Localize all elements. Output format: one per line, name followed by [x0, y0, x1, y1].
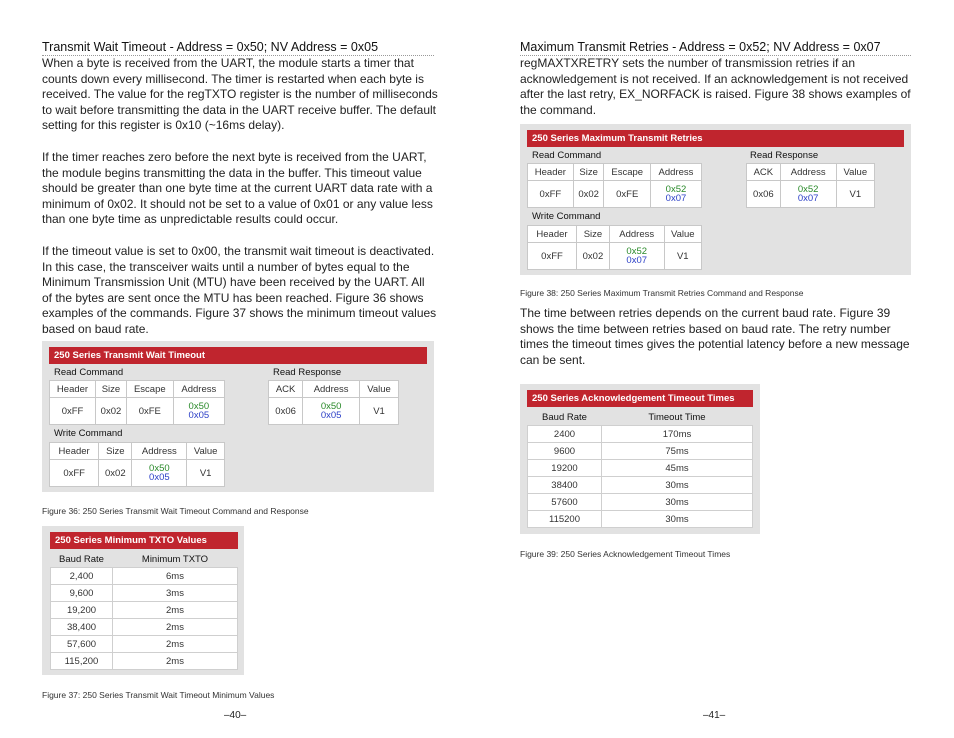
- table-cell: 2ms: [113, 653, 238, 670]
- table-row: [51, 585, 238, 602]
- table-cell: 3ms: [113, 585, 238, 602]
- text-line: The time between retries depends on the current baud rate. Figure 39: [520, 306, 891, 320]
- header-cell: Value: [836, 164, 874, 181]
- header-cell: Address: [609, 226, 664, 243]
- address-cell: [303, 398, 360, 425]
- value-cell: 0xFF: [50, 398, 96, 425]
- address-cell: [780, 181, 836, 208]
- header-cell: Escape: [604, 164, 650, 181]
- paragraph-3: [42, 244, 442, 338]
- table-row: [51, 636, 238, 653]
- table-cell: 30ms: [602, 494, 753, 511]
- header-cell: Size: [577, 226, 610, 243]
- header-cell: Header: [50, 381, 96, 398]
- text-line: setting for this register is 0x10 (~16ms delay).: [42, 118, 285, 133]
- paragraph-1: [520, 56, 920, 118]
- text-line: acknowledgement is not received. If an acknowledgement is not received: [520, 71, 909, 86]
- header-cell: Address: [173, 381, 224, 398]
- text-line: In this case, the transceiver waits until a number of bytes equal to the: [42, 259, 410, 274]
- table-row: [51, 568, 238, 585]
- address-cell: [650, 181, 701, 208]
- table-cell: 57,600: [51, 636, 113, 653]
- value-cell: V1: [187, 460, 225, 487]
- figure-38-panel: [520, 124, 911, 275]
- table-row: [51, 653, 238, 670]
- read-response-table: [268, 380, 399, 425]
- read-command-label: Read Command: [54, 367, 124, 378]
- table-cell: 30ms: [602, 477, 753, 494]
- table-row: [528, 511, 753, 528]
- address-ram: 0x52: [665, 184, 687, 195]
- text-line: times the timeout times gives the potential latency before a new message: [520, 337, 910, 352]
- value-cell: V1: [360, 398, 399, 425]
- paragraph-1: [42, 56, 442, 134]
- header-cell: Address: [132, 443, 187, 460]
- min-txto-table: [50, 551, 238, 670]
- table-row: [528, 443, 753, 460]
- text-line: based on baud rate.: [42, 321, 149, 336]
- text-line: shows the time between retries based on baud rate. The retry number: [520, 321, 891, 336]
- table-cell: 2ms: [113, 619, 238, 636]
- address-nv: 0x07: [797, 193, 819, 204]
- header-cell: Header: [50, 443, 99, 460]
- header-cell: Value: [360, 381, 399, 398]
- text-line: examples of the commands. Figure 37 shows the minimum timeout values: [42, 306, 437, 321]
- figure-38-caption: Figure 38: 250 Series Maximum Transmit Retries Command and Response: [520, 288, 804, 298]
- address-ram: 0x52: [797, 184, 819, 195]
- header-cell: Size: [573, 164, 604, 181]
- value-cell: 0xFF: [50, 460, 99, 487]
- address-cell: [132, 460, 187, 487]
- address-nv: 0x05: [320, 410, 342, 421]
- page-number-left: –40–: [224, 710, 247, 721]
- text-line: to wait before transmitting the data in the UART receive buffer. The default: [42, 102, 437, 117]
- read-command-label: Read Command: [532, 150, 602, 161]
- figure-37-panel: [42, 526, 244, 675]
- table-cell: 57600: [528, 494, 602, 511]
- figure-title: 250 Series Acknowledgement Timeout Times: [527, 390, 753, 407]
- figure-37-caption: Figure 37: 250 Series Transmit Wait Timeout Minimum Values: [42, 690, 275, 700]
- text-line: received. The value for the regTXTO register is the number of milliseconds: [42, 87, 438, 102]
- value-cell: 0x02: [99, 460, 132, 487]
- write-command-table: [527, 225, 702, 270]
- header-cell: Value: [664, 226, 701, 243]
- header-cell: Value: [187, 443, 225, 460]
- value-cell: 0x02: [577, 243, 610, 270]
- column-header: Baud Rate: [542, 411, 587, 423]
- column-header: Baud Rate: [59, 553, 104, 565]
- text-line: should be greater than one byte time at the current UART data rate with a: [42, 181, 433, 196]
- ack-timeout-table: [527, 409, 753, 528]
- read-command-table: [49, 380, 225, 425]
- paragraph-2: [520, 306, 920, 368]
- address-ram: 0x52: [626, 246, 648, 257]
- value-cell: V1: [664, 243, 701, 270]
- header-cell: Address: [780, 164, 836, 181]
- address-ram: 0x50: [149, 463, 170, 474]
- table-cell: 9600: [528, 443, 602, 460]
- header-cell: Escape: [126, 381, 173, 398]
- address-ram: 0x50: [320, 401, 342, 412]
- text-line: When a byte is received from the UART, the module starts a timer that: [42, 56, 414, 70]
- text-line: after the last retry, EX_NORFACK is raised. Figure 38 shows examples of: [520, 87, 911, 102]
- value-cell: V1: [836, 181, 874, 208]
- table-cell: 115200: [528, 511, 602, 528]
- read-response-label: Read Response: [273, 367, 342, 378]
- table-cell: 2,400: [51, 568, 113, 585]
- value-cell: 0xFF: [528, 243, 577, 270]
- address-nv: 0x07: [665, 193, 687, 204]
- address-cell: [173, 398, 224, 425]
- table-cell: 38,400: [51, 619, 113, 636]
- header-cell: Header: [528, 164, 574, 181]
- page-number-right: –41–: [703, 710, 726, 721]
- figure-title: 250 Series Minimum TXTO Values: [50, 532, 238, 549]
- address-nv: 0x05: [188, 410, 210, 421]
- text-line: If the timer reaches zero before the next byte is received from the UART,: [42, 150, 427, 164]
- header-cell: Header: [528, 226, 577, 243]
- read-command-table: [527, 163, 702, 208]
- address-ram: 0x50: [188, 401, 210, 412]
- value-cell: 0x02: [573, 181, 604, 208]
- table-cell: 2ms: [113, 602, 238, 619]
- table-row: [528, 494, 753, 511]
- header-cell: Size: [99, 443, 132, 460]
- table-row: [528, 460, 753, 477]
- write-command-table: [49, 442, 225, 487]
- header-cell: ACK: [269, 381, 303, 398]
- paragraph-2: [42, 150, 442, 228]
- read-response-table: [746, 163, 875, 208]
- table-cell: 2ms: [113, 636, 238, 653]
- text-line: If the timeout value is set to 0x00, the transmit wait timeout is deactivated.: [42, 244, 435, 258]
- header-cell: Address: [650, 164, 701, 181]
- table-row: [528, 477, 753, 494]
- header-cell: ACK: [747, 164, 781, 181]
- figure-39-caption: Figure 39: 250 Series Acknowledgement Timeout Times: [520, 549, 731, 559]
- table-cell: 2400: [528, 426, 602, 443]
- column-header: Timeout Time: [648, 411, 706, 423]
- text-line: than one byte time as unpredictable results could occur.: [42, 212, 339, 227]
- text-line: regMAXTXRETRY sets the number of transmission retries if an: [520, 56, 856, 70]
- header-cell: Size: [96, 381, 127, 398]
- figure-title: 250 Series Transmit Wait Timeout: [49, 347, 427, 364]
- table-cell: 30ms: [602, 511, 753, 528]
- address-nv: 0x07: [626, 255, 648, 266]
- figure-39-panel: [520, 384, 760, 534]
- section-heading-max-transmit-retries: Maximum Transmit Retries - Address = 0x52; NV Address = 0x07: [520, 40, 911, 56]
- value-cell: 0x06: [269, 398, 303, 425]
- table-cell: 170ms: [602, 426, 753, 443]
- table-row: [51, 619, 238, 636]
- address-nv: 0x05: [149, 472, 170, 483]
- text-line: can be sent.: [520, 352, 586, 367]
- table-cell: 38400: [528, 477, 602, 494]
- value-cell: 0x06: [747, 181, 781, 208]
- text-line: minimum of 0x02. It should not be set to a value of 0x01 or any value less: [42, 196, 433, 211]
- table-cell: 115,200: [51, 653, 113, 670]
- address-cell: [609, 243, 664, 270]
- table-cell: 75ms: [602, 443, 753, 460]
- write-command-label: Write Command: [532, 211, 601, 222]
- text-line: counts down every millisecond. The timer is restarted when each byte is: [42, 71, 424, 86]
- text-line: of the bytes are sent once the MTU has been reached. Figure 36 shows: [42, 290, 424, 305]
- table-cell: 6ms: [113, 568, 238, 585]
- value-cell: 0xFF: [528, 181, 574, 208]
- column-header: Minimum TXTO: [141, 553, 209, 565]
- read-response-label: Read Response: [750, 150, 819, 161]
- table-row: [51, 602, 238, 619]
- text-line: the module begins transmitting the data in the buffer. This timeout value: [42, 165, 422, 180]
- value-cell: 0xFE: [604, 181, 650, 208]
- table-cell: 45ms: [602, 460, 753, 477]
- value-cell: 0x02: [96, 398, 127, 425]
- table-cell: 19200: [528, 460, 602, 477]
- text-line: Minimum Transmission Unit (MTU) have been received by the UART. All: [42, 275, 425, 290]
- figure-title: 250 Series Maximum Transmit Retries: [527, 130, 904, 147]
- figure-36-panel: [42, 341, 434, 492]
- value-cell: 0xFE: [126, 398, 173, 425]
- text-line: the command.: [520, 102, 597, 117]
- figure-36-caption: Figure 36: 250 Series Transmit Wait Timeout Command and Response: [42, 506, 309, 516]
- table-row: [528, 426, 753, 443]
- header-cell: Address: [303, 381, 360, 398]
- table-cell: 19,200: [51, 602, 113, 619]
- section-heading-transmit-wait-timeout: Transmit Wait Timeout - Address = 0x50; NV Address = 0x05: [42, 40, 434, 56]
- write-command-label: Write Command: [54, 428, 123, 439]
- table-cell: 9,600: [51, 585, 113, 602]
